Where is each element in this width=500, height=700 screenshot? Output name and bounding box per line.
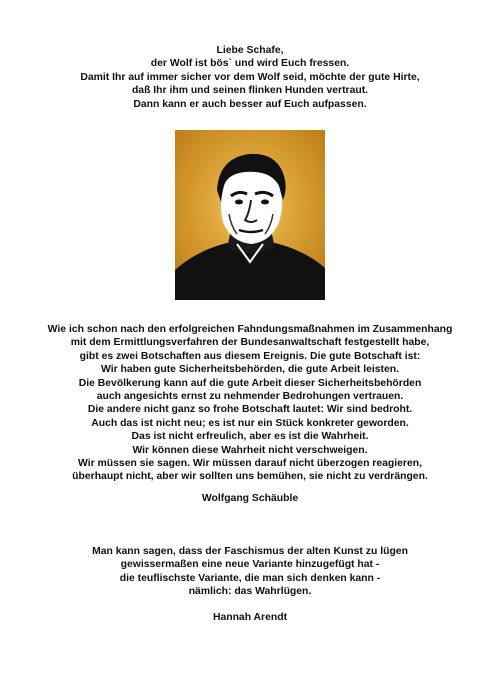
portrait-illustration-icon [175,130,325,300]
speech-line: Das ist nicht erfreulich, aber es ist die Wahrheit. [131,431,369,443]
quote-author: Hannah Arendt [212,612,288,623]
speech-line: Die Bevölkerung kann auf die gute Arbeit dieser Sicherheitsbehörden [78,377,422,389]
intro-line: Liebe Schafe, [216,45,284,56]
speech-line: Wir müssen sie sagen. Wir müssen darauf nicht überzogen reagieren, [78,458,422,470]
speech-author: Wolfgang Schäuble [201,493,299,504]
quote-line: nämlich: das Wahrlügen. [188,586,312,598]
quote-line: die teuflischste Variante, die man sich denken kann - [119,572,381,584]
intro-line: Damit Ihr auf immer sicher vor dem Wolf seid, möchte der gute Hirte, [80,71,420,83]
speech-quote [0,323,500,484]
quote-line: Man kann sagen, dass der Faschismus der alten Kunst zu lügen [92,546,408,557]
speech-line: gibt es zwei Botschaften aus diesem Ereignis. Die gute Botschaft ist: [79,350,421,362]
speech-line: Wir haben gute Sicherheitsbehörden, die gute Arbeit leisten. [100,364,399,376]
portrait-image [175,130,325,300]
speech-line: Wir können diese Wahrheit nicht verschweigen. [132,444,368,456]
speech-line: überhaupt nicht, aber wir sollten uns bemühen, sie nicht zu verdrängen. [72,471,428,483]
intro-line: daß Ihr ihm und seinen flinken Hunden vertraut. [131,85,369,97]
speech-line: auch angesichts ernst zu nehmender Bedrohungen vertrauen. [96,391,404,403]
intro-line: Dann kann er auch besser auf Euch aufpassen. [133,98,367,110]
speech-line: mit dem Ermittlungsverfahren der Bundesanwaltschaft festgestellt habe, [70,337,430,349]
intro-poem [0,44,500,111]
intro-line: der Wolf ist bös` und wird Euch fressen. [150,58,350,70]
speech-line: Auch das ist nicht neu; es ist nur ein Stück konkreter geworden. [91,417,409,429]
speech-line: Wie ich schon nach den erfolgreichen Fahndungsmaßnahmen im Zusammenhang [47,324,453,335]
quote-line: gewissermaßen eine neue Variante hinzugefügt hat - [120,559,380,571]
arendt-quote [0,545,500,599]
speech-line: Die andere nicht ganz so frohe Botschaft lautet: Wir sind bedroht. [87,404,413,416]
